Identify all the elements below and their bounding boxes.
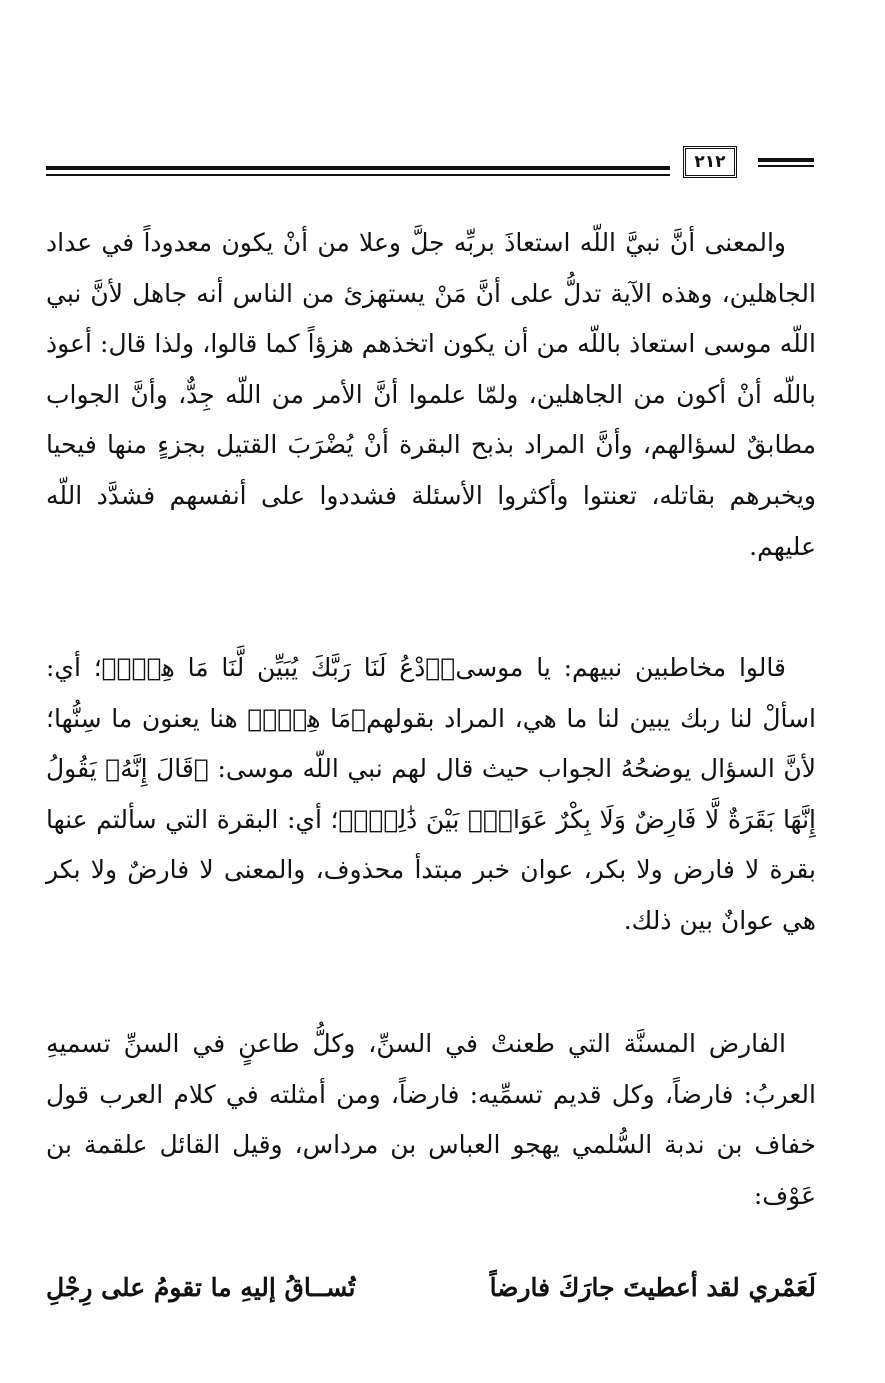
page-number: ٢١٢ (683, 146, 737, 178)
paragraph-text: الفارض المسنَّة التي طعنتْ في السنِّ، وكلُّ طاعنٍ في السنِّ تسميهِ العربُ: فارضاً، وكل قديم تسمِّيه: فارضاً، ومن أمثلته في كلام العرب قول خفاف بن ندبة السُّلمي يهجو العباس بن مرداس، وقيل القائل علقمة بن عَوْف: (46, 1029, 816, 1210)
poetry-verse (46, 1264, 816, 1312)
paragraph-2 (46, 643, 816, 947)
header-rule (46, 174, 670, 176)
header-rule-short (758, 158, 814, 162)
header-rule (46, 166, 670, 170)
header-rule-short (758, 165, 814, 167)
paragraph-text: قالوا مخاطبين نبيهم: يا موسى﴿ٱدْعُ لَنَا رَبَّكَ يُبَيِّن لَّنَا مَا هِيَۚ﴾؛ أي: اسألْ لنا ربك يبين لنا ما هي، المراد بقولهم﴿مَا هِيَۚ﴾ هنا يعنون ما سِنُّها؛ لأنَّ السؤال يوضحُهُ الجواب حيث قال لهم نبي اللّه موسى: ﴿قَالَ إِنَّهُۥ يَقُولُ إِنَّهَا بَقَرَةٌ لَّا فَارِضٌ وَلَا بِكْرٌ عَوَانٌۢ بَيْنَ ذَٰلِكَۖ﴾؛ أي: البقرة التي سألتم عنها بقرة لا فارض ولا بكر، عوان خبر مبتدأ محذوف، والمعنى لا فارضٌ ولا بكر هي عوانٌ بين ذلك. (46, 653, 816, 935)
page-header (46, 146, 814, 184)
paragraph-text: والمعنى أنَّ نبيَّ اللّه استعاذَ بربِّه جلَّ وعلا من أنْ يكون معدوداً في عداد الجاهلين، وهذه الآية تدلُّ على أنَّ مَنْ يستهزئ من الناس أنه جاهل لأنَّ نبي اللّه موسى استعاذ باللّه من أن يكون اتخذهم هزؤاً كما قالوا، ولذا قال: أعوذ باللّه أنْ أكون من الجاهلين، ولمّا علموا أنَّ الأمر من اللّه جِدٌّ، وأنَّ الجواب مطابقٌ لسؤالهم، وأنَّ المراد بذبح البقرة أنْ يُضْرَبَ القتيل بجزءٍ منها فيحيا ويخبرهم بقاتله، تعنتوا وأكثروا الأسئلة فشددوا على أنفسهم فشدَّد اللّه عليهم. (46, 228, 817, 561)
verse-first-hemistich: لَعَمْري لقد أعطيتَ جارَكَ فارضاً (489, 1273, 816, 1302)
verse-second-hemistich: تُســاقُ إليهِ ما تقومُ على رِجْلِ (46, 1273, 356, 1302)
paragraph-1 (46, 218, 816, 572)
paragraph-3 (46, 1019, 816, 1221)
